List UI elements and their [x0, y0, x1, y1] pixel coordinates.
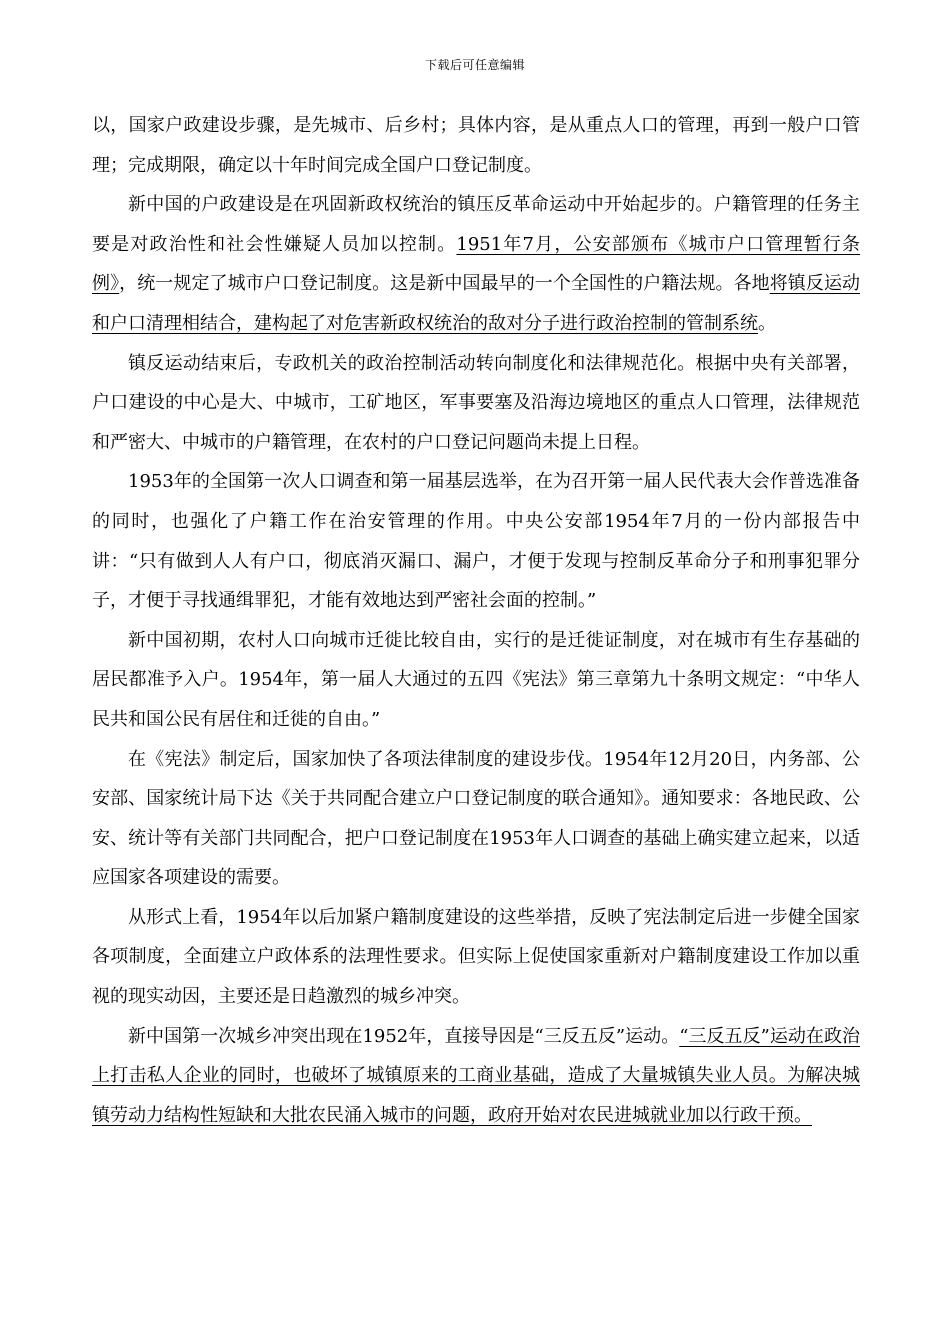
underlined-text: 1951年7月，公安部颁布《城市户口管理暂行条例》: [92, 233, 861, 295]
paragraph-7: [92, 898, 860, 1017]
paragraph-1: [92, 106, 860, 185]
paragraph-2: [92, 185, 860, 343]
paragraph-3: [92, 344, 860, 463]
paragraph-text: 新中国的户政建设是在巩固新政权统治的镇压反革命运动中开始起步的。户籍管理的任务主要是对政治性和社会性嫌疑人员加以控制。: [92, 194, 860, 255]
paragraph-text: 以，国家户政建设步骤，是先城市、后乡村；具体内容，是从重点人口的管理，再到一般户口管理；完成期限，确定以十年时间完成全国户口登记制度。: [92, 115, 860, 176]
page-header: 下载后可任意编辑: [424, 58, 525, 72]
paragraph-text: 新中国初期，农村人口向城市迁徙比较自由，实行的是迁徙证制度，对在城市有生存基础的居民都准予入户。1954年，第一届人大通过的五四《宪法》第三章第九十条明文规定：“中华人民共和国公民有居住和迁徙的自由。”: [92, 629, 860, 730]
document-body: [92, 106, 860, 1135]
paragraph-4: [92, 462, 860, 620]
paragraph-6: [92, 740, 860, 898]
paragraph-text: 新中国第一次城乡冲突出现在1952年，直接导因是“三反五反”运动。: [128, 1025, 680, 1047]
underlined-text: 将镇反运动和户口清理相结合，建构起了对危害新政权统治的敌对分子进行政治控制的管制系统: [92, 273, 861, 334]
paragraph-text: 镇反运动结束后，专政机关的政治控制活动转向制度化和法律规范化。根据中央有关部署，户口建设的中心是大、中城市，工矿地区，军事要塞及沿海边境地区的重点人口管理，法律规范和严密大、中城市的户籍管理，在农村的户口登记问题尚未提上日程。: [92, 352, 860, 453]
underlined-text: “三反五反”运动在政治上打击私人企业的同时，也破坏了城镇原来的工商业基础，造成了大量城镇失业人员。为解决城镇劳动力结构性短缺和大批农民涌入城市的问题，政府开始对农民进城就业加以行政干预。: [92, 1025, 860, 1126]
paragraph-8: [92, 1017, 860, 1136]
paragraph-5: [92, 621, 860, 740]
paragraph-text: ，统一规定了城市户口登记制度。这是新中国最早的一个全国性的户籍法规。各地: [119, 273, 770, 295]
paragraph-text: 。: [758, 312, 776, 334]
paragraph-text: 1953年的全国第一次人口调查和第一届基层选举，在为召开第一届人民代表大会作普选准备的同时，也强化了户籍工作在治安管理的作用。中央公安部1954年7月的一份内部报告中讲：“只有做到人人有户口，彻底消灭漏口、漏户，才便于发现与控制反革命分子和刑事犯罪分子，才便于寻找通缉罪犯，才能有效地达到严密社会面的控制。”: [92, 471, 860, 612]
paragraph-text: 从形式上看，1954年以后加紧户籍制度建设的这些举措，反映了宪法制定后进一步健全国家各项制度，全面建立户政体系的法理性要求。但实际上促使国家重新对户籍制度建设工作加以重视的现实动因，主要还是日趋激烈的城乡冲突。: [92, 906, 860, 1008]
paragraph-text: 在《宪法》制定后，国家加快了各项法律制度的建设步伐。1954年12月20日，内务部、公安部、国家统计局下达《关于共同配合建立户口登记制度的联合通知》。通知要求：各地民政、公安、统计等有关部门共同配合，把户口登记制度在1953年人口调查的基础上确实建立起来，以适应国家各项建设的需要。: [92, 748, 860, 889]
